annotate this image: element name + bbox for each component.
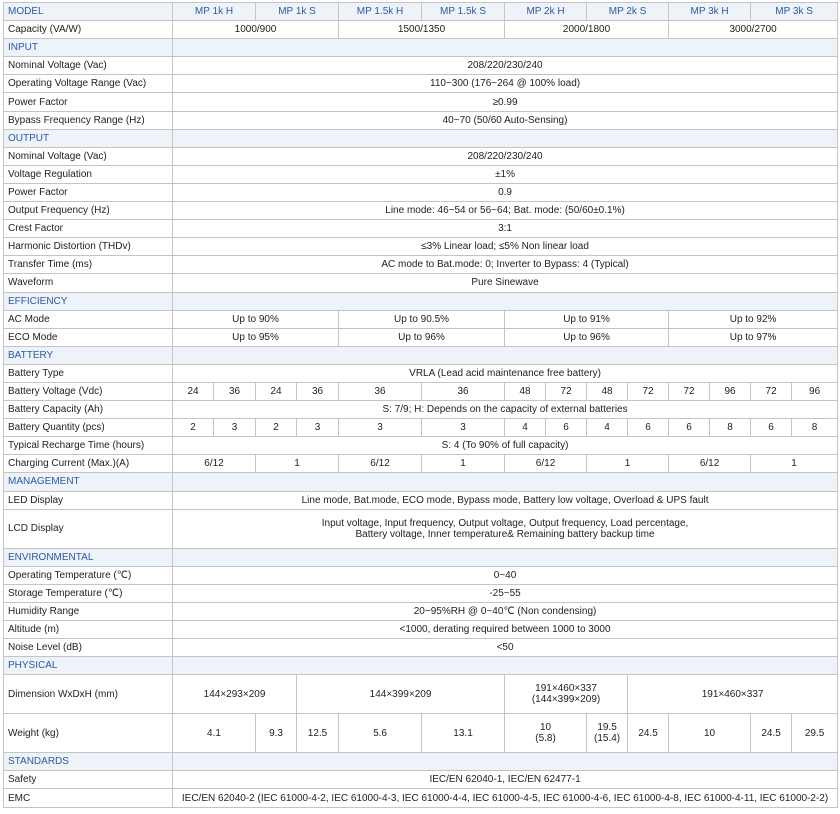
model-name: MP 3k H [669,3,751,21]
section-battery [4,346,838,364]
cell-value [505,714,587,753]
cell-value: 36 [297,382,339,400]
row-label: Nominal Voltage (Vac) [4,147,173,165]
cell-value: 3000/2700 [669,21,838,39]
cell-value: 36 [422,382,505,400]
cell-value: Up to 91% [505,310,669,328]
section-title: OUTPUT [4,129,173,147]
section-title: ENVIRONMENTAL [4,548,173,566]
cell-value: 96 [710,382,751,400]
spec-row [4,202,838,220]
row-label: Humidity Range [4,602,173,620]
section-title: INPUT [4,39,173,57]
cell-value: 0~40 [173,566,838,584]
spec-row [4,382,838,400]
model-name: MP 1k S [256,3,339,21]
row-label: Power Factor [4,93,173,111]
row-label: Noise Level (dB) [4,639,173,657]
section-management [4,473,838,491]
cell-value: 208/220/230/240 [173,147,838,165]
row-label: Power Factor [4,183,173,201]
cell-value: Up to 90% [173,310,339,328]
spec-row [4,57,838,75]
cell-value: 6 [628,419,669,437]
cell-value: 72 [751,382,792,400]
row-label: Voltage Regulation [4,165,173,183]
spec-row [4,165,838,183]
cell-value: S: 4 (To 90% of full capacity) [173,437,838,455]
spec-row [4,621,838,639]
cell-value: 24 [256,382,297,400]
cell-value: 48 [505,382,546,400]
lcd-line: Battery voltage, Inner temperature& Remaining battery backup time [355,528,655,540]
cell-value: 6 [751,419,792,437]
section-title: MANAGEMENT [4,473,173,491]
section-fill [173,346,838,364]
spec-row [4,328,838,346]
cell-value: 2 [173,419,214,437]
cell-value: 48 [587,382,628,400]
model-name: MP 1.5k S [422,3,505,21]
cell-value: 2000/1800 [505,21,669,39]
cell-value: 20~95%RH @ 0~40℃ (Non condensing) [173,602,838,620]
row-label: Battery Quantity (pcs) [4,419,173,437]
row-label: EMC [4,789,173,807]
row-label: Altitude (m) [4,621,173,639]
cell-value: 1 [587,455,669,473]
cell-value: 6 [669,419,710,437]
cell-value: 72 [546,382,587,400]
cell-value: Up to 96% [339,328,505,346]
cell-value: 96 [792,382,838,400]
section-environmental [4,548,838,566]
spec-row [4,256,838,274]
section-title: EFFICIENCY [4,292,173,310]
cell-value: 1500/1350 [339,21,505,39]
cell-value: 1 [256,455,339,473]
cell-value: 144×399×209 [297,675,505,714]
row-label: Output Frequency (Hz) [4,202,173,220]
spec-row [4,364,838,382]
cell-value [587,714,628,753]
row-label: Typical Recharge Time (hours) [4,437,173,455]
cell-value: ≥0.99 [173,93,838,111]
cell-value: 3 [214,419,256,437]
spec-row [4,509,838,548]
cell-value [505,675,628,714]
cell-value: -25~55 [173,584,838,602]
row-label: Crest Factor [4,220,173,238]
row-label: Operating Voltage Range (Vac) [4,75,173,93]
cell-value: 6/12 [669,455,751,473]
spec-row [4,437,838,455]
section-physical [4,657,838,675]
spec-row [4,584,838,602]
row-label: Battery Type [4,364,173,382]
model-name: MP 3k S [751,3,838,21]
cell-value: IEC/EN 62040-2 (IEC 61000-4-2, IEC 61000-4-3, IEC 61000-4-4, IEC 61000-4-5, IEC 61000-4-6, IEC 61000-4-8, IEC 61000-4-11, IEC 61000-2-2) [173,789,838,807]
cell-value: 191×460×337 [628,675,838,714]
row-label: Weight (kg) [4,714,173,753]
cell-value: 36 [339,382,422,400]
lcd-line: Input voltage, Input frequency, Output voltage, Output frequency, Load percentage, [321,517,689,529]
row-label: Dimension WxDxH (mm) [4,675,173,714]
cell-value: 1000/900 [173,21,339,39]
cell-value: 9.3 [256,714,297,753]
cell-value: 24 [173,382,214,400]
weight-line: 19.5 [597,722,617,734]
cell-value: VRLA (Lead acid maintenance free battery) [173,364,838,382]
row-label: LCD Display [4,509,173,548]
row-label: LED Display [4,491,173,509]
weight-line: (5.8) [535,733,556,745]
cell-value: 4 [505,419,546,437]
spec-row [4,566,838,584]
model-name: MP 1.5k H [339,3,422,21]
cell-value: Up to 96% [505,328,669,346]
cell-value: 29.5 [792,714,838,753]
cell-value: 6/12 [505,455,587,473]
cell-value: <1000, derating required between 1000 to 3000 [173,621,838,639]
cell-value: 36 [214,382,256,400]
spec-row [4,274,838,292]
cell-value: 2 [256,419,297,437]
spec-row [4,714,838,753]
cell-value: 72 [628,382,669,400]
row-label: AC Mode [4,310,173,328]
row-label: Storage Temperature (℃) [4,584,173,602]
cell-value: 13.1 [422,714,505,753]
spec-row [4,789,838,807]
cell-value: 12.5 [297,714,339,753]
cell-value: S: 7/9; H: Depends on the capacity of external batteries [173,401,838,419]
cell-value: <50 [173,639,838,657]
section-title: PHYSICAL [4,657,173,675]
weight-line: (15.4) [593,733,621,745]
cell-value: Up to 92% [669,310,838,328]
spec-row [4,93,838,111]
row-label: Transfer Time (ms) [4,256,173,274]
cell-value: 1 [751,455,838,473]
cell-value: Pure Sinewave [173,274,838,292]
spec-row [4,455,838,473]
cell-value: ±1% [173,165,838,183]
section-fill [173,473,838,491]
model-name: MP 2k S [587,3,669,21]
row-label: ECO Mode [4,328,173,346]
cell-value: 3 [422,419,505,437]
dimension-line: 191×460×337 [535,683,597,695]
cell-value: 208/220/230/240 [173,57,838,75]
cell-value: 6/12 [173,455,256,473]
cell-value: 4.1 [173,714,256,753]
spec-row [4,220,838,238]
dimension-line: (144×399×209) [531,694,601,706]
spec-row [4,639,838,657]
section-standards [4,753,838,771]
cell-value: 5.6 [339,714,422,753]
capacity-row [4,21,838,39]
cell-value: Line mode, Bat.mode, ECO mode, Bypass mode, Battery low voltage, Overload & UPS fault [173,491,838,509]
spec-row [4,183,838,201]
row-label: Capacity (VA/W) [4,21,173,39]
section-fill [173,129,838,147]
spec-row [4,147,838,165]
spec-row [4,310,838,328]
model-name: MP 2k H [505,3,587,21]
cell-value: 3:1 [173,220,838,238]
spec-row [4,75,838,93]
lcd-value [173,509,838,548]
section-title: STANDARDS [4,753,173,771]
cell-value: 24.5 [751,714,792,753]
cell-value: 8 [710,419,751,437]
cell-value: 8 [792,419,838,437]
section-title: BATTERY [4,346,173,364]
spec-row [4,419,838,437]
cell-value: 4 [587,419,628,437]
row-label: Battery Capacity (Ah) [4,401,173,419]
cell-value: 3 [339,419,422,437]
model-row [4,3,838,21]
cell-value: Up to 90.5% [339,310,505,328]
row-label: Charging Current (Max.)(A) [4,455,173,473]
cell-value: 10 [669,714,751,753]
section-fill [173,657,838,675]
section-efficiency [4,292,838,310]
row-label: Waveform [4,274,173,292]
row-label: Bypass Frequency Range (Hz) [4,111,173,129]
cell-value: ≤3% Linear load; ≤5% Non linear load [173,238,838,256]
section-fill [173,292,838,310]
cell-value: 144×293×209 [173,675,297,714]
cell-value: 3 [297,419,339,437]
cell-value: Up to 97% [669,328,838,346]
cell-value: AC mode to Bat.mode: 0; Inverter to Bypass: 4 (Typical) [173,256,838,274]
spec-row [4,602,838,620]
cell-value: Line mode: 46~54 or 56~64; Bat. mode: (50/60±0.1%) [173,202,838,220]
cell-value: 24.5 [628,714,669,753]
weight-line: 10 [539,722,552,734]
model-label: MODEL [4,3,173,21]
cell-value: IEC/EN 62040-1, IEC/EN 62477-1 [173,771,838,789]
row-label: Harmonic Distortion (THDv) [4,238,173,256]
cell-value: Up to 95% [173,328,339,346]
spec-row [4,675,838,714]
section-fill [173,753,838,771]
spec-row [4,491,838,509]
cell-value: 6 [546,419,587,437]
cell-value: 0.9 [173,183,838,201]
section-input [4,39,838,57]
section-output [4,129,838,147]
spec-row [4,401,838,419]
spec-row [4,771,838,789]
cell-value: 1 [422,455,505,473]
cell-value: 40~70 (50/60 Auto-Sensing) [173,111,838,129]
cell-value: 72 [669,382,710,400]
spec-row [4,111,838,129]
row-label: Operating Temperature (℃) [4,566,173,584]
section-fill [173,548,838,566]
cell-value: 6/12 [339,455,422,473]
row-label: Battery Voltage (Vdc) [4,382,173,400]
spec-row [4,238,838,256]
model-name: MP 1k H [173,3,256,21]
cell-value: 110~300 (176~264 @ 100% load) [173,75,838,93]
spec-table [3,2,838,808]
section-fill [173,39,838,57]
row-label: Safety [4,771,173,789]
row-label: Nominal Voltage (Vac) [4,57,173,75]
